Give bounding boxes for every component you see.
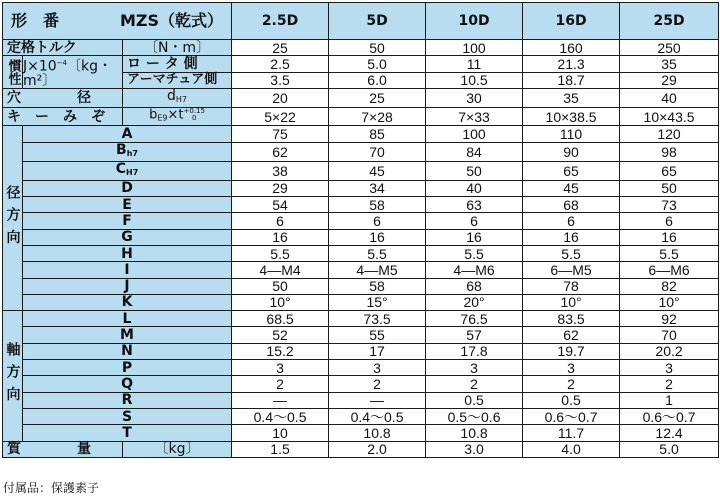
axial-value: ― <box>232 392 329 408</box>
axial-value: 70 <box>620 327 719 343</box>
radial-value: 70 <box>329 142 426 161</box>
axial-value: 0.5～0.6 <box>426 408 523 424</box>
torque-label: 定格トルク <box>3 40 123 56</box>
armature-value: 18.7 <box>523 72 620 88</box>
armature-side-label: アーマチュア側 <box>123 72 232 88</box>
keyway-symbol: $b_{E9}\times t$ +0.15 0 <box>123 107 232 126</box>
inertia-label: 慣性 <box>3 56 23 89</box>
axial-value: 3 <box>329 360 426 376</box>
mass-value: 1.5 <box>232 441 329 457</box>
radial-dimensions-group <box>3 126 719 311</box>
radial-symbol: H <box>23 245 232 261</box>
axial-value: 15.2 <box>232 343 329 359</box>
radial-row <box>3 197 719 213</box>
armature-value: 6.0 <box>329 72 426 88</box>
radial-value: 58 <box>329 197 426 213</box>
radial-row <box>3 213 719 229</box>
keyway-row <box>3 107 719 126</box>
axial-value: 0.6～0.7 <box>620 408 719 424</box>
radial-row <box>3 229 719 245</box>
axial-value: 0.4～0.5 <box>232 408 329 424</box>
axial-value: 12.4 <box>620 425 719 441</box>
radial-row <box>3 161 719 180</box>
radial-row <box>3 142 719 161</box>
axial-value: 83.5 <box>523 311 620 327</box>
radial-value: 65 <box>523 161 620 180</box>
radial-value: 5.5 <box>329 245 426 261</box>
radial-value: 10° <box>620 294 719 310</box>
radial-symbol: E <box>23 197 232 213</box>
torque-row <box>3 40 719 56</box>
radial-value: 29 <box>232 180 329 196</box>
axial-value: 3 <box>620 360 719 376</box>
radial-value: 45 <box>329 161 426 180</box>
torque-value: 25 <box>232 40 329 56</box>
mass-value: 4.0 <box>523 441 620 457</box>
radial-category-label: 径方向 <box>3 126 23 311</box>
rotor-value: 2.5 <box>232 56 329 72</box>
radial-value: 54 <box>232 197 329 213</box>
size-header: 2.5D <box>232 3 329 40</box>
radial-row <box>3 245 719 261</box>
radial-symbol: $C_{H7}$ <box>23 161 232 180</box>
axial-value: 2 <box>523 376 620 392</box>
radial-value: 10° <box>232 294 329 310</box>
axial-value: 2 <box>232 376 329 392</box>
radial-value: 5.5 <box>426 245 523 261</box>
radial-row <box>3 278 719 294</box>
radial-value: 68 <box>523 197 620 213</box>
radial-symbol: F <box>23 213 232 229</box>
radial-row <box>3 294 719 310</box>
armature-value: 29 <box>620 72 719 88</box>
keyway-value: 7×33 <box>426 107 523 126</box>
bore-row <box>3 88 719 107</box>
radial-value: 15° <box>329 294 426 310</box>
armature-value: 3.5 <box>232 72 329 88</box>
axial-value: 2 <box>620 376 719 392</box>
axial-value: 10.8 <box>329 425 426 441</box>
axial-value: 19.7 <box>523 343 620 359</box>
inertia-rotor-row <box>3 56 719 72</box>
mass-unit: 〔kg〕 <box>123 441 232 457</box>
radial-value: 90 <box>523 142 620 161</box>
radial-value: 6―M6 <box>620 262 719 278</box>
axial-row <box>3 425 719 441</box>
axial-row <box>3 376 719 392</box>
torque-value: 160 <box>523 40 620 56</box>
axial-value: 3 <box>232 360 329 376</box>
axial-value: 76.5 <box>426 311 523 327</box>
axial-value: 10.8 <box>426 425 523 441</box>
axial-dimensions-group <box>3 311 719 441</box>
spec-table <box>2 2 719 458</box>
bore-value: 40 <box>620 88 719 107</box>
axial-value: 10 <box>232 425 329 441</box>
radial-value: 40 <box>426 180 523 196</box>
axial-symbol: M <box>23 327 232 343</box>
header-title-cell <box>3 3 232 40</box>
radial-value: 120 <box>620 126 719 142</box>
axial-value: 55 <box>329 327 426 343</box>
bore-value: 25 <box>329 88 426 107</box>
size-header: 10D <box>426 3 523 40</box>
axial-symbol: T <box>23 425 232 441</box>
axial-value: 0.6～0.7 <box>523 408 620 424</box>
axial-category-label: 軸方向 <box>3 311 23 441</box>
axial-value: 20.2 <box>620 343 719 359</box>
radial-value: 6 <box>426 213 523 229</box>
axial-value: 3 <box>426 360 523 376</box>
radial-value: 68 <box>426 278 523 294</box>
bore-label: 穴 径 <box>3 88 123 107</box>
axial-value: 2 <box>426 376 523 392</box>
radial-value: 110 <box>523 126 620 142</box>
axial-value: 17.8 <box>426 343 523 359</box>
axial-value: 92 <box>620 311 719 327</box>
axial-value: ― <box>329 392 426 408</box>
radial-value: 65 <box>620 161 719 180</box>
radial-value: 6 <box>232 213 329 229</box>
axial-symbol: R <box>23 392 232 408</box>
mass-value: 3.0 <box>426 441 523 457</box>
axial-row <box>3 343 719 359</box>
mass-value: 5.0 <box>620 441 719 457</box>
radial-value: 16 <box>523 229 620 245</box>
radial-symbol: $B_{h7}$ <box>23 142 232 161</box>
keyway-value: 10×38.5 <box>523 107 620 126</box>
radial-value: 62 <box>232 142 329 161</box>
radial-value: 4―M4 <box>232 262 329 278</box>
keyway-label: キ ー み ぞ <box>3 107 123 126</box>
axial-value: 11.7 <box>523 425 620 441</box>
axial-value: 3 <box>523 360 620 376</box>
keyway-value: 10×43.5 <box>620 107 719 126</box>
rotor-value: 21.3 <box>523 56 620 72</box>
armature-value: 10.5 <box>426 72 523 88</box>
radial-value: 45 <box>523 180 620 196</box>
radial-value: 4―M6 <box>426 262 523 278</box>
radial-value: 73 <box>620 197 719 213</box>
radial-value: 84 <box>426 142 523 161</box>
mass-row <box>3 441 719 457</box>
axial-row <box>3 392 719 408</box>
radial-value: 34 <box>329 180 426 196</box>
bore-value: 30 <box>426 88 523 107</box>
size-header: 16D <box>523 3 620 40</box>
axial-value: 1 <box>620 392 719 408</box>
radial-value: 85 <box>329 126 426 142</box>
keyway-value: 5×22 <box>232 107 329 126</box>
bore-symbol: $d_{H7}$ <box>123 88 232 107</box>
radial-value: 5.5 <box>232 245 329 261</box>
axial-value: 17 <box>329 343 426 359</box>
mass-value: 2.0 <box>329 441 426 457</box>
radial-value: 6―M5 <box>523 262 620 278</box>
axial-symbol: P <box>23 360 232 376</box>
mass-label: 質 量 <box>3 441 123 457</box>
radial-value: 16 <box>232 229 329 245</box>
radial-value: 58 <box>329 278 426 294</box>
size-header: 25D <box>620 3 719 40</box>
torque-value: 100 <box>426 40 523 56</box>
rotor-value: 35 <box>620 56 719 72</box>
axial-value: 52 <box>232 327 329 343</box>
axial-value: 2 <box>329 376 426 392</box>
radial-symbol: J <box>23 278 232 294</box>
axial-symbol: S <box>23 408 232 424</box>
radial-value: 78 <box>523 278 620 294</box>
torque-unit: 〔N・m〕 <box>123 40 232 56</box>
radial-value: 98 <box>620 142 719 161</box>
radial-value: 6 <box>523 213 620 229</box>
radial-value: 6 <box>620 213 719 229</box>
torque-value: 250 <box>620 40 719 56</box>
axial-value: 68.5 <box>232 311 329 327</box>
axial-value: 0.4～0.5 <box>329 408 426 424</box>
radial-value: 16 <box>426 229 523 245</box>
axial-row <box>3 311 719 327</box>
bore-value: 20 <box>232 88 329 107</box>
axial-value: 73.5 <box>329 311 426 327</box>
radial-row <box>3 180 719 196</box>
rotor-value: 11 <box>426 56 523 72</box>
bore-value: 35 <box>523 88 620 107</box>
radial-symbol: A <box>23 126 232 142</box>
torque-value: 50 <box>329 40 426 56</box>
rotor-value: 5.0 <box>329 56 426 72</box>
radial-value: 50 <box>232 278 329 294</box>
axial-value: 0.5 <box>523 392 620 408</box>
size-header: 5D <box>329 3 426 40</box>
radial-row <box>3 262 719 278</box>
radial-value: 5.5 <box>620 245 719 261</box>
radial-value: 50 <box>620 180 719 196</box>
radial-value: 10° <box>523 294 620 310</box>
keyway-value: 7×28 <box>329 107 426 126</box>
header-title: 形 番 <box>11 11 60 30</box>
inertia-expression: $J\times 10^{-4}$〔kg・m²〕 <box>23 56 123 89</box>
axial-symbol: N <box>23 343 232 359</box>
radial-value: 50 <box>426 161 523 180</box>
radial-symbol: D <box>23 180 232 196</box>
axial-symbol: Q <box>23 376 232 392</box>
radial-value: 4―M5 <box>329 262 426 278</box>
radial-value: 5.5 <box>523 245 620 261</box>
radial-value: 38 <box>232 161 329 180</box>
radial-symbol: K <box>23 294 232 310</box>
radial-value: 6 <box>329 213 426 229</box>
radial-value: 82 <box>620 278 719 294</box>
radial-value: 16 <box>329 229 426 245</box>
axial-value: 0.5 <box>426 392 523 408</box>
header-model: MZS（乾式） <box>119 11 224 30</box>
radial-value: 16 <box>620 229 719 245</box>
radial-row <box>3 126 719 142</box>
axial-row <box>3 360 719 376</box>
accessory-note: 付属品：保護素子 <box>3 481 100 495</box>
radial-symbol: I <box>23 262 232 278</box>
axial-row <box>3 327 719 343</box>
radial-value: 100 <box>426 126 523 142</box>
radial-value: 63 <box>426 197 523 213</box>
axial-value: 57 <box>426 327 523 343</box>
axial-row <box>3 408 719 424</box>
rotor-side-label: ロ ー タ 側 <box>123 56 232 72</box>
radial-value: 20° <box>426 294 523 310</box>
radial-value: 75 <box>232 126 329 142</box>
header-row <box>3 3 719 40</box>
axial-symbol: L <box>23 311 232 327</box>
radial-symbol: G <box>23 229 232 245</box>
axial-value: 62 <box>523 327 620 343</box>
